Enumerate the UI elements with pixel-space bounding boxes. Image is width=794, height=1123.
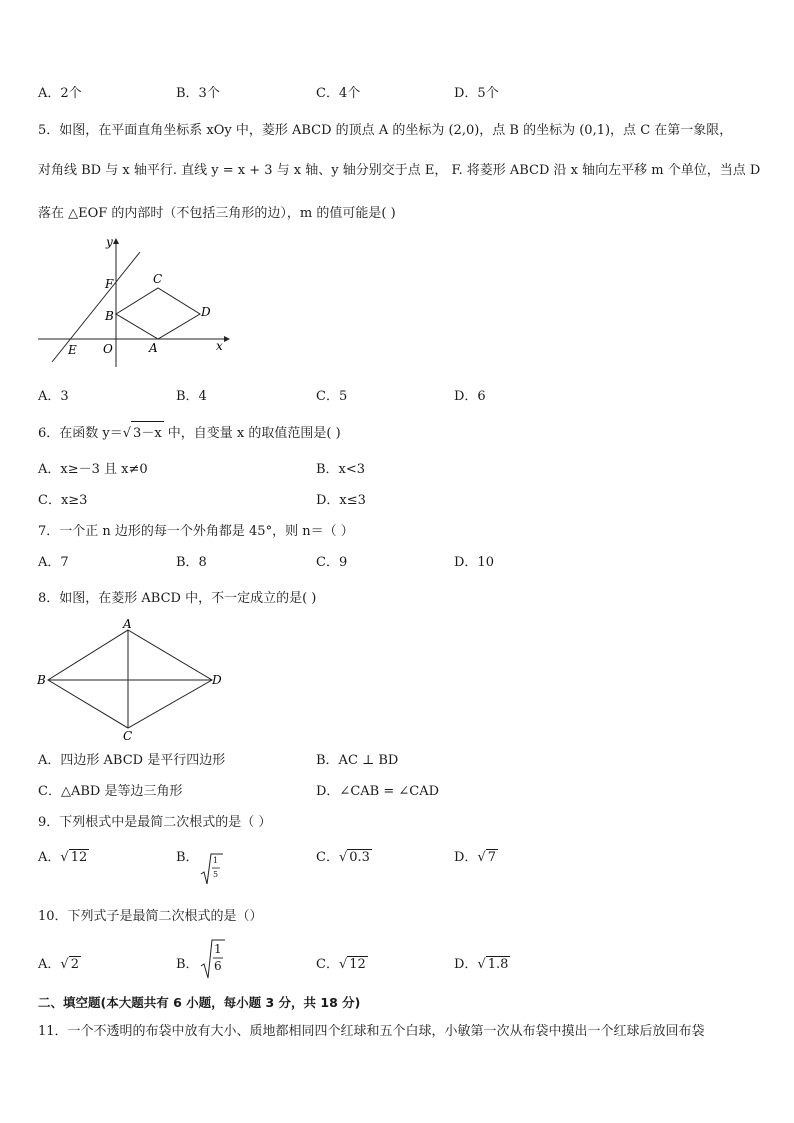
q8-option-c: C．△ABD 是等边三角形 — [38, 784, 183, 799]
q8-label-a: A — [123, 617, 132, 631]
q9-option-b-radical — [200, 852, 224, 886]
q5-option-b: B．4 — [176, 389, 207, 404]
q10-option-b-label: B． — [176, 957, 199, 972]
q7-option-a: A．7 — [38, 555, 69, 570]
q10-option-a-label: A． — [38, 957, 61, 972]
q9-option-a: A．√ 12 — [38, 850, 88, 865]
q10-stem: 10．下列式子是最简二次根式的是（） — [38, 909, 263, 924]
q6-stem — [38, 421, 341, 441]
q5-label-d: D — [201, 305, 211, 319]
q5-line2: 对角线 BD 与 x 轴平行. 直线 y = x + 3 与 x 轴、y 轴分别交于点 E， F. 将菱形 ABCD 沿 x 轴向左平移 m 个单位，当点 D — [38, 163, 761, 178]
q9-stem: 9．下列根式中是最简二次根式的是（ ） — [38, 815, 272, 830]
q5-option-a: A．3 — [38, 389, 69, 404]
q10-option-d-radicand: 1.8 — [487, 957, 509, 972]
q8-label-c: C — [123, 729, 133, 743]
prev-option-a: A．2个 — [38, 86, 82, 101]
q7-option-c: C．9 — [316, 555, 348, 570]
q8-label-b: B — [37, 673, 46, 687]
q5-figure — [34, 232, 234, 372]
q9-option-d: D．√ 7 — [454, 850, 497, 865]
q10-option-a-radicand: 2 — [70, 957, 79, 972]
q6-radical: √ 3－x — [123, 421, 164, 441]
q9-option-c-radicand: 0.3 — [349, 850, 370, 865]
q7-option-d: D．10 — [454, 555, 494, 570]
q11-stem: 11．一个不透明的布袋中放有大小、质地都相同四个红球和五个白球，小敏第一次从布袋中摸出一个红球后放回布袋 — [38, 1024, 705, 1039]
q5-line3: 落在 △EOF 的内部时（不包括三角形的边），m 的值可能是( ) — [38, 206, 396, 221]
q8-label-d: D — [212, 673, 222, 687]
q5-label-y: y — [106, 235, 113, 249]
q6-radicand: 3－x — [131, 421, 164, 441]
prev-option-c: C．4个 — [316, 86, 361, 101]
q10-option-c-radicand: 12 — [349, 957, 366, 972]
q6-option-a: A．x≥－3 且 x≠0 — [38, 462, 148, 477]
q10-option-c: C．√ 12 — [316, 957, 366, 972]
q5-label-e: E — [68, 343, 77, 357]
q10-option-a: A．√ 2 — [38, 957, 79, 972]
q10-frac-num: 1 — [214, 942, 222, 956]
q5-label-b: B — [105, 309, 114, 323]
q5-label-a: A — [149, 341, 158, 355]
q10-option-b-radical — [200, 938, 226, 980]
prev-option-d: D．5个 — [454, 86, 499, 101]
q9-option-c: C．√ 0.3 — [316, 850, 370, 865]
q5-option-c: C．5 — [316, 389, 348, 404]
q9-option-d-radicand: 7 — [487, 850, 497, 865]
q9-option-b-label: B． — [176, 850, 199, 865]
q5-label-c: C — [153, 272, 163, 286]
q10-option-c-label: C． — [316, 957, 339, 972]
q9-option-a-radicand: 12 — [70, 850, 88, 865]
q8-option-d: D．∠CAB = ∠CAD — [316, 784, 440, 799]
q10-option-d-label: D． — [454, 957, 478, 972]
q5-label-x: x — [216, 339, 223, 353]
q10-option-b — [176, 953, 199, 972]
q6-stem-a: 6．在函数 y＝ — [38, 426, 123, 441]
q9-option-d-label: D． — [454, 850, 478, 865]
q10-option-d: D．√ 1.8 — [454, 957, 509, 972]
q9-frac-den: 5 — [213, 870, 219, 879]
q5-label-f: F — [105, 277, 114, 291]
q6-option-d: D．x≤3 — [316, 493, 366, 508]
q5-label-o: O — [103, 342, 113, 356]
prev-option-b: B．3个 — [176, 86, 220, 101]
q7-stem: 7．一个正 n 边形的每一个外角都是 45°，则 n＝（ ） — [38, 524, 354, 539]
q9-option-c-label: C． — [316, 850, 339, 865]
q6-option-c: C．x≥3 — [38, 493, 88, 508]
q5-option-d: D．6 — [454, 389, 486, 404]
q6-option-b: B．x<3 — [316, 462, 366, 477]
q9-frac-num: 1 — [213, 856, 219, 865]
q7-option-b: B．8 — [176, 555, 207, 570]
q8-figure — [34, 616, 234, 746]
q9-option-a-label: A． — [38, 850, 61, 865]
q10-frac-den: 6 — [214, 959, 222, 973]
q9-option-b — [176, 846, 199, 865]
q6-stem-b: 中，自变量 x 的取值范围是( ) — [163, 426, 341, 441]
q8-stem: 8．如图，在菱形 ABCD 中，不一定成立的是( ) — [38, 591, 317, 606]
q5-line1: 5．如图，在平面直角坐标系 xOy 中，菱形 ABCD 的顶点 A 的坐标为 (2,0)，点 B 的坐标为 (0,1)，点 C 在第一象限， — [38, 123, 733, 138]
q8-option-a: A．四边形 ABCD 是平行四边形 — [38, 753, 226, 768]
q8-option-b: B．AC ⊥ BD — [316, 753, 399, 768]
section-heading: 二、填空题(本大题共有 6 小题，每小题 3 分，共 18 分) — [38, 995, 361, 1010]
